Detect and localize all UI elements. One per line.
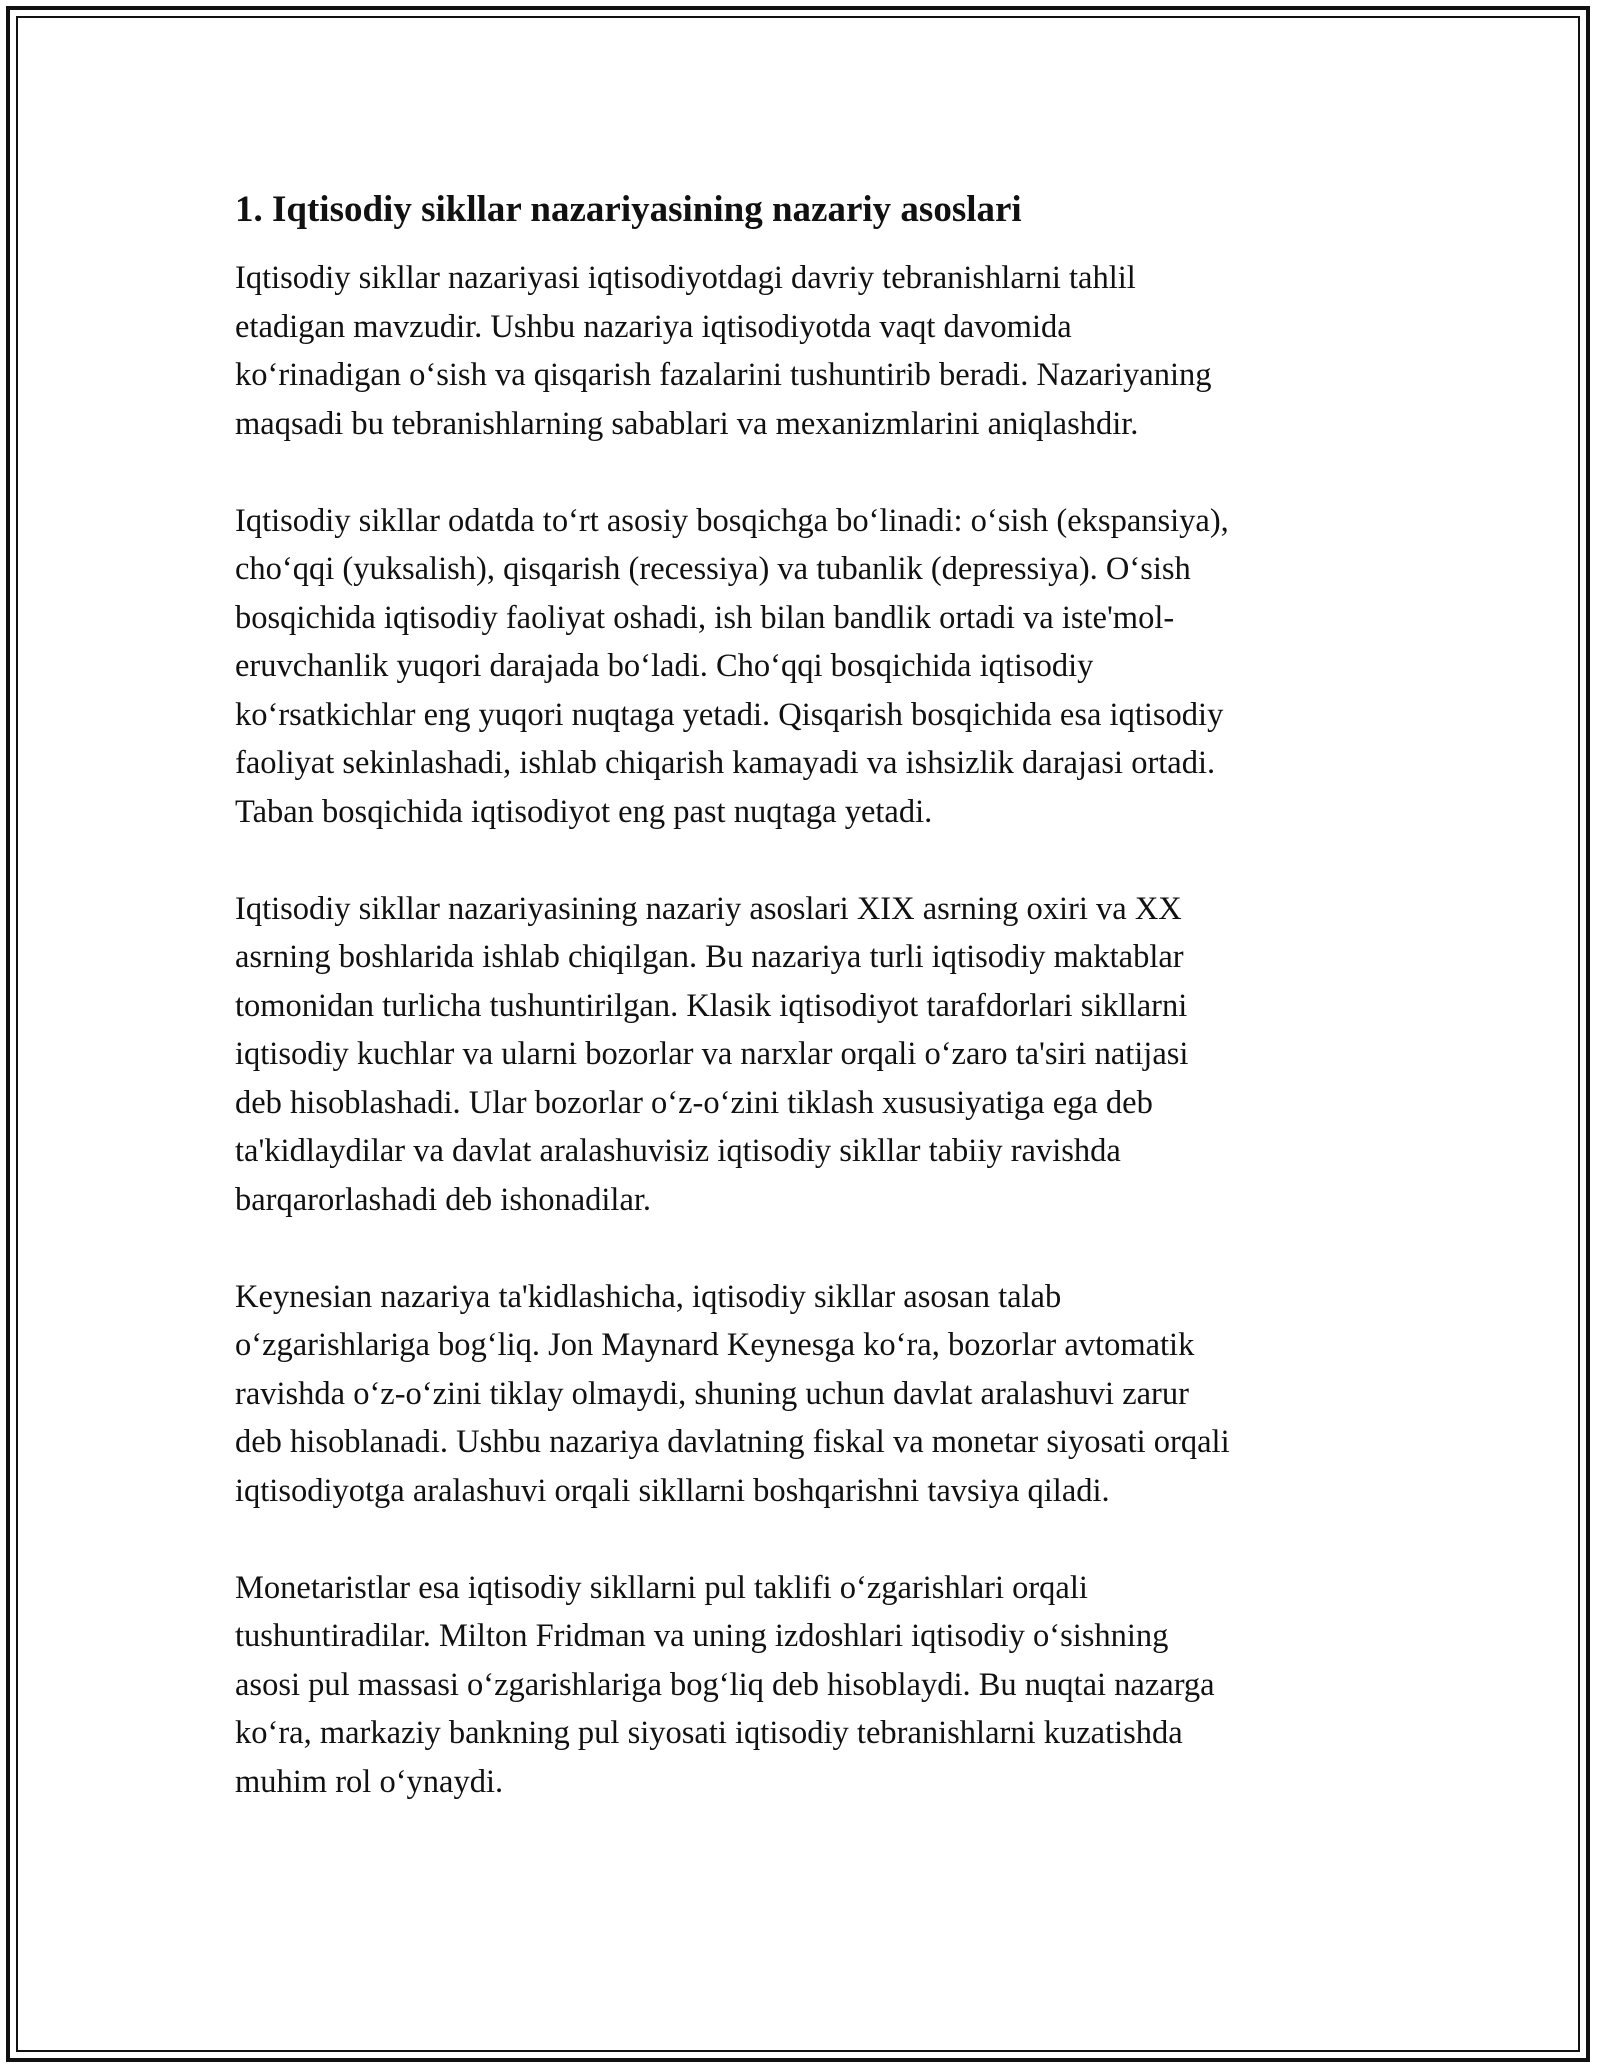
paragraph-line: o‘zgarishlariga bog‘liq. Jon Maynard Keynesga ko‘ra, bozorlar avtomatik: [235, 1327, 1195, 1363]
paragraph-line: Iqtisodiy sikllar odatda to‘rt asosiy bosqichga bo‘linadi: o‘sish (ekspansiya),: [235, 502, 1229, 539]
paragraph-line: iqtisodiy kuchlar va ularni bozorlar va narxlar orqali o‘zaro ta'siri natijasi: [235, 1036, 1189, 1072]
paragraph-line: Monetaristlar esa iqtisodiy sikllarni pul taklifi o‘zgarishlari orqali: [235, 1569, 1088, 1606]
paragraph-line: ko‘rsatkichlar eng yuqori nuqtaga yetadi. Qisqarish bosqichida esa iqtisodiy: [235, 696, 1224, 733]
paragraph-3: [235, 885, 1370, 1225]
paragraph-line: Iqtisodiy sikllar nazariyasining nazariy asoslari XIX asrning oxiri va XX: [235, 890, 1182, 927]
paragraph-line: Taban bosqichida iqtisodiyot eng past nuqtaga yetadi.: [235, 793, 933, 830]
paragraph-2: [235, 497, 1370, 837]
paragraph-line: deb hisoblashadi. Ular bozorlar o‘z-o‘zini tiklash xususiyatiga ega deb: [235, 1084, 1153, 1121]
paragraph-line: barqarorlashadi deb ishonadilar.: [235, 1181, 652, 1218]
paragraph-line: bosqichida iqtisodiy faoliyat oshadi, ish bilan bandlik ortadi va iste'mol-: [235, 599, 1175, 636]
paragraph-line: Iqtisodiy sikllar nazariyasi iqtisodiyotdagi davriy tebranishlarni tahlil: [235, 260, 1136, 296]
section-heading: 1. Iqtisodiy sikllar nazariyasining nazariy asoslari: [235, 189, 1022, 230]
paragraph-line: asosi pul massasi o‘zgarishlariga bog‘liq deb hisoblaydi. Bu nuqtai nazarga: [235, 1666, 1215, 1703]
paragraph-5: [235, 1564, 1370, 1807]
paragraph-4: [235, 1273, 1370, 1516]
document-body: [235, 186, 1370, 1855]
paragraph-line: deb hisoblanadi. Ushbu nazariya davlatning fiskal va monetar siyosati orqali: [235, 1424, 1230, 1460]
paragraph-line: muhim rol o‘ynaydi.: [235, 1763, 504, 1800]
paragraph-line: eruvchanlik yuqori darajada bo‘ladi. Cho‘qqi bosqichida iqtisodiy: [235, 648, 1094, 684]
paragraph-1: [235, 254, 1370, 448]
paragraph-line: asrning boshlarida ishlab chiqilgan. Bu nazariya turli iqtisodiy maktablar: [235, 939, 1184, 975]
paragraph-line: iqtisodiyotga aralashuvi orqali sikllarni boshqarishni tavsiya qiladi.: [235, 1472, 1110, 1509]
paragraph-line: faoliyat sekinlashadi, ishlab chiqarish kamayadi va ishsizlik darajasi ortadi.: [235, 745, 1216, 781]
paragraph-line: ta'kidlaydilar va davlat aralashuvisiz iqtisodiy sikllar tabiiy ravishda: [235, 1133, 1121, 1169]
paragraph-line: tushuntiradilar. Milton Fridman va uning izdoshlari iqtisodiy o‘sishning: [235, 1618, 1169, 1654]
paragraph-line: maqsadi bu tebranishlarning sabablari va mexanizmlarini aniqlashdir.: [235, 405, 1139, 442]
paragraph-line: Keynesian nazariya ta'kidlashicha, iqtisodiy sikllar asosan talab: [235, 1278, 1062, 1315]
paragraph-line: ravishda o‘z-o‘zini tiklay olmaydi, shuning uchun davlat aralashuvi zarur: [235, 1375, 1189, 1412]
paragraph-line: ko‘ra, markaziy bankning pul siyosati iqtisodiy tebranishlarni kuzatishda: [235, 1715, 1183, 1751]
paragraph-line: cho‘qqi (yuksalish), qisqarish (recessiya) va tubanlik (depressiya). O‘sish: [235, 551, 1191, 587]
paragraph-line: tomonidan turlicha tushuntirilgan. Klasik iqtisodiyot tarafdorlari sikllarni: [235, 987, 1188, 1024]
paragraph-line: etadigan mavzudir. Ushbu nazariya iqtisodiyotda vaqt davomida: [235, 308, 1072, 345]
paragraph-line: ko‘rinadigan o‘sish va qisqarish fazalarini tushuntirib beradi. Nazariyaning: [235, 357, 1212, 393]
